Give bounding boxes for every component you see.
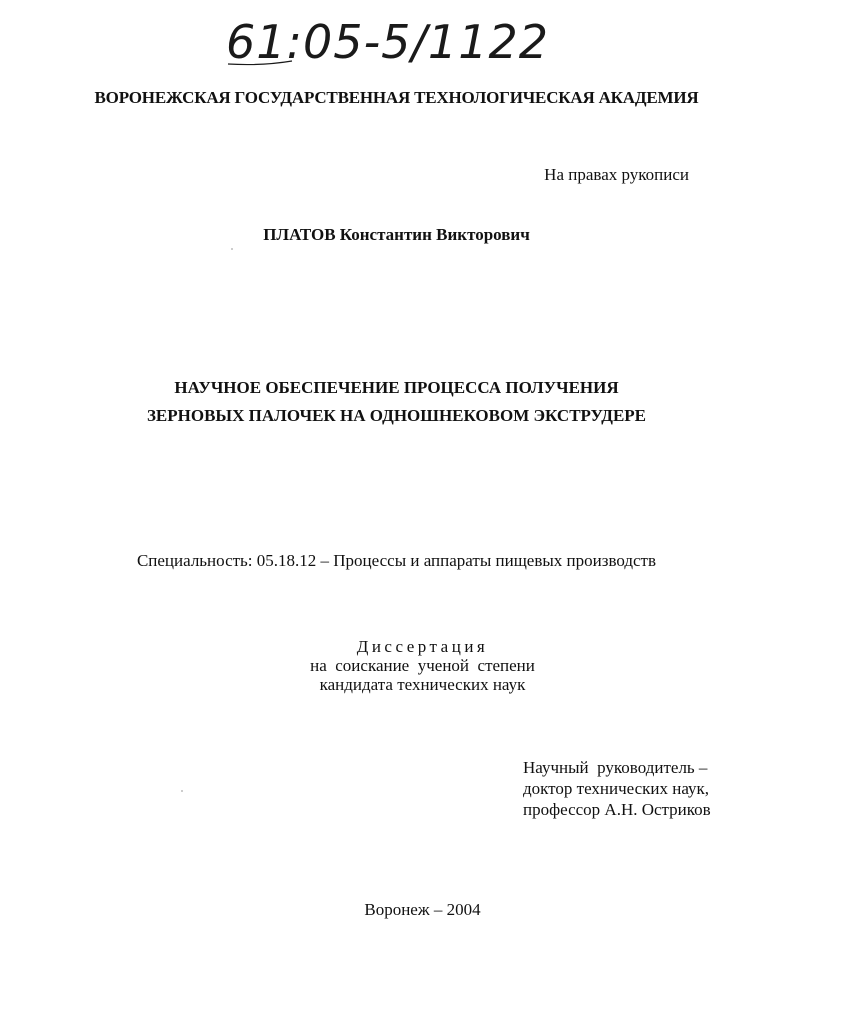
supervisor-role: Научный руководитель – [523,758,708,777]
supervisor-block [523,757,711,820]
supervisor-name: профессор А.Н. Остриков [523,800,711,819]
author-name: ПЛАТОВ Константин Викторович [263,225,530,244]
title-line: НАУЧНОЕ ОБЕСПЕЧЕНИЕ ПРОЦЕССА ПОЛУЧЕНИЯ [174,378,619,397]
handwritten-archive-code [222,6,549,86]
title-line: ЗЕРНОВЫХ ПАЛОЧЕК НА ОДНОШНЕКОВОМ ЭКСТРУДЕРЕ [146,406,647,425]
degree-line: на соискание ученой степени [310,656,535,675]
dissertation-title [0,374,793,430]
specialty-line: Специальность: 05.18.12 – Процессы и аппараты пищевых производств [136,551,657,570]
scan-speck [181,790,183,792]
degree-line: кандидата технических наук [319,675,526,694]
institution-name: ВОРОНЕЖСКАЯ ГОСУДАРСТВЕННАЯ ТЕХНОЛОГИЧЕСКАЯ АКАДЕМИЯ [94,88,699,107]
manuscript-note: На правах рукописи [544,165,689,184]
place-and-year: Воронеж – 2004 [364,900,481,919]
supervisor-degree: доктор технических наук, [523,779,710,798]
handwritten-code-text: 61:05-5/1122 [226,15,549,69]
dissertation-heading: Диссертация [356,637,489,656]
dissertation-block [0,637,845,694]
scan-speck [231,248,233,250]
